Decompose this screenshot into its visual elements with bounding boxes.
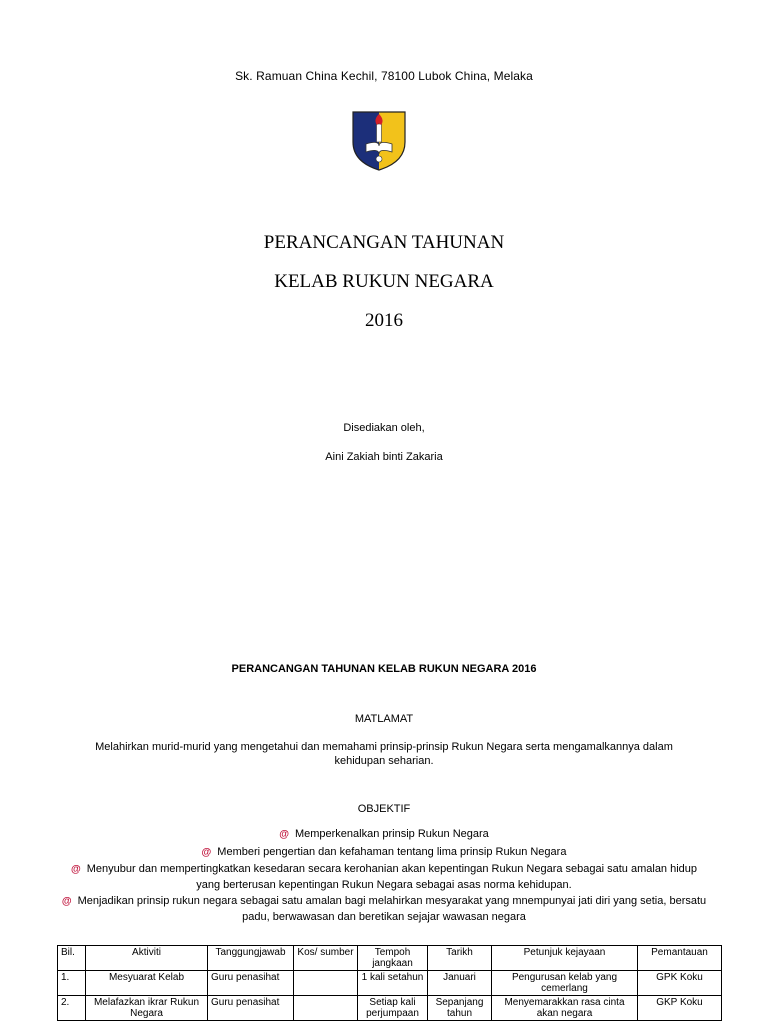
bullet-icon: @ [201,846,212,858]
cell-tempoh: Setiap kali perjumpaan [358,996,428,1021]
header-pemantauan: Pemantauan [638,946,722,971]
school-address: Sk. Ramuan China Kechil, 78100 Lubok China, Melaka [235,69,533,83]
objektif-item-text: Memberi pengertian dan kefahaman tentang lima prinsip Rukun Negara [217,845,567,858]
title-line-1: PERANCANGAN TAHUNAN [263,232,505,253]
cell-petunjuk: Pengurusan kelab yang cemerlang [492,971,638,996]
prepared-by-label: Disediakan oleh, [343,422,425,434]
title-line-3: 2016 [365,310,403,331]
cell-bil: 2. [58,996,86,1021]
header-tanggungjawab: Tanggungjawab [208,946,294,971]
cell-kos [294,996,358,1021]
header-aktiviti: Aktiviti [86,946,208,971]
cell-petunjuk: Menyemarakkan rasa cinta akan negara [492,996,638,1021]
table-row [58,996,722,1021]
prepared-by-name: Aini Zakiah binti Zakaria [325,451,443,463]
objektif-item [60,845,708,861]
bullet-icon: @ [279,829,289,840]
objektif-item [60,827,708,843]
objektif-list [60,827,708,926]
bullet-icon: @ [61,896,72,907]
objektif-item-text: Menyubur dan mempertingkatkan kesedaran secara kerohanian akan kepentingan Rukun Negara sebagai satu amalan hidup yang berterusan kepentingan Rukun Negara sebagai asas norma kehidupan. [86,863,698,891]
cell-tempoh: 1 kali setahun [358,971,428,996]
prepared-by [0,421,768,479]
header-petunjuk: Petunjuk kejayaan [492,946,638,971]
header-tempoh: Tempoh jangkaan [358,946,428,971]
cell-bil: 1. [58,971,86,996]
cell-kos [294,971,358,996]
objektif-item-text: Menjadikan prinsip rukun negara sebagai satu amalan bagi melahirkan mesyarakat yang mnempunyai jati diri yang setia, bersatu padu, berwawasan dan beretikan sejajar wawasan negara [77,895,707,923]
cell-pemantauan: GKP Koku [638,996,722,1021]
document-title [0,230,768,347]
objektif-item-text: Memperkenalkan prinsip Rukun Negara [294,828,489,840]
objektif-item [60,894,708,924]
plan-table [57,945,722,1021]
objektif-heading: OBJEKTIF [357,803,411,815]
cell-tanggungjawab: Guru penasihat [208,971,294,996]
cell-tarikh: Sepanjang tahun [428,996,492,1021]
header-bil: Bil. [58,946,86,971]
header-tarikh: Tarikh [428,946,492,971]
objektif-item [60,862,708,892]
cell-tanggungjawab: Guru penasihat [208,996,294,1021]
matlamat-heading: MATLAMAT [354,713,414,725]
bullet-icon: @ [70,864,81,875]
cell-pemantauan: GPK Koku [638,971,722,996]
cell-aktiviti: Mesyuarat Kelab [86,971,208,996]
title-line-2: KELAB RUKUN NEGARA [274,271,494,292]
header-kos: Kos/ sumber [294,946,358,971]
cell-tarikh: Januari [428,971,492,996]
table-row [58,971,722,996]
school-crest-icon [350,108,408,172]
cell-aktiviti: Melafazkan ikrar Rukun Negara [86,996,208,1021]
table-header-row [58,946,722,971]
section-heading: PERANCANGAN TAHUNAN KELAB RUKUN NEGARA 2016 [231,663,537,675]
matlamat-text: Melahirkan murid-murid yang mengetahui dan memahami prinsip-prinsip Rukun Negara serta mengamalkannya dalam kehidupan seharian. [95,741,673,767]
